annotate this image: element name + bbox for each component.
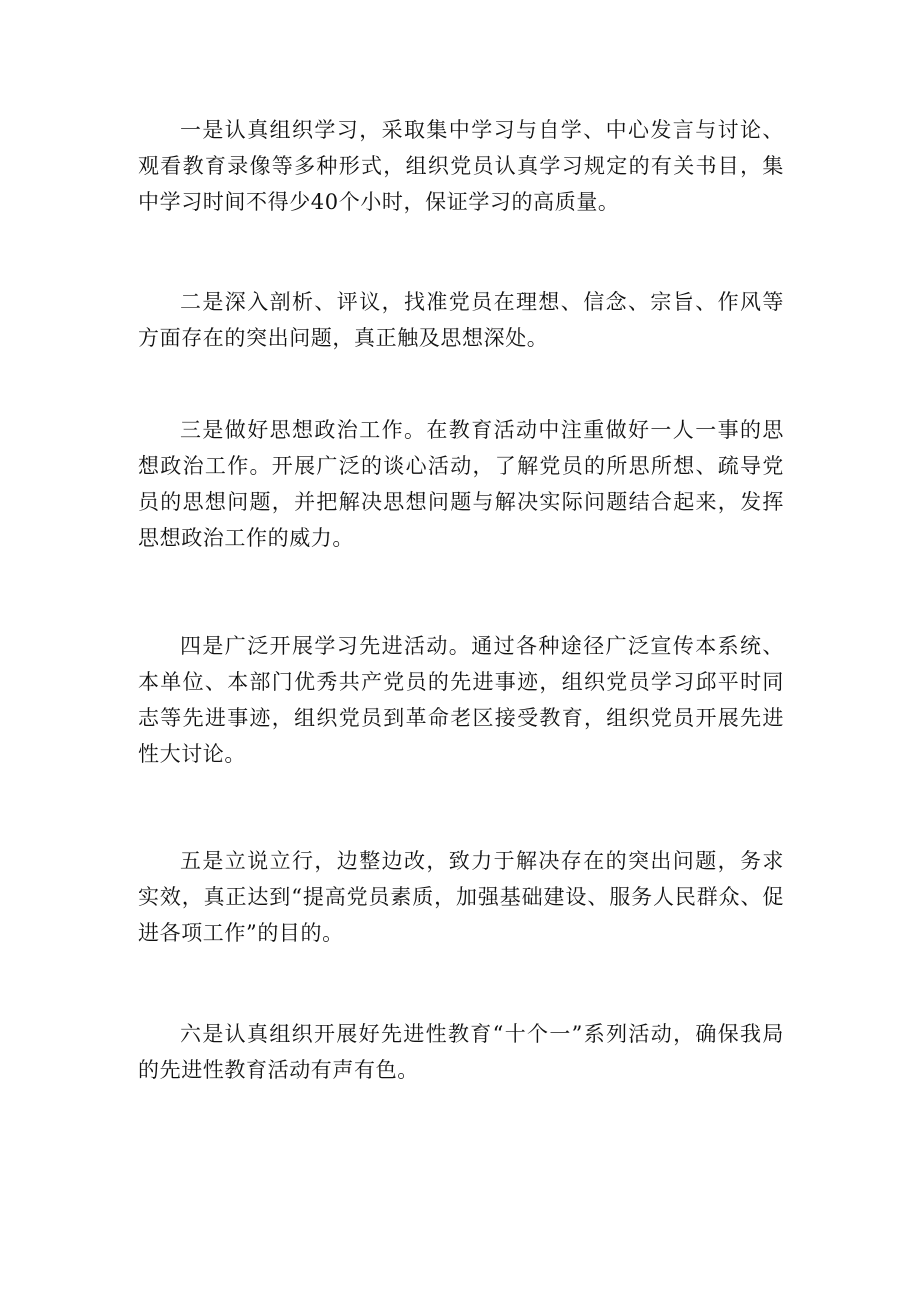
paragraph-1: 一是认真组织学习，采取集中学习与自学、中心发言与讨论、观看教育录像等多种形式，组织党员认真学习规定的有关书目，集中学习时间不得少40个小时，保证学习的高质量。 (138, 118, 784, 214)
paragraph-3: 三是做好思想政治工作。在教育活动中注重做好一人一事的思想政治工作。开展广泛的谈心活动，了解党员的所思所想、疏导党员的思想问题，并把解决思想问题与解决实际问题结合起来，发挥思想政治工作的威力。 (138, 418, 784, 550)
paragraph-5: 五是立说立行，边整边改，致力于解决存在的突出问题，务求实效，真正达到“提高党员素质，加强基础建设、服务人民群众、促进各项工作”的目的。 (138, 849, 784, 945)
paragraph-4: 四是广泛开展学习先进活动。通过各种途径广泛宣传本系统、本单位、本部门优秀共产党员的先进事迹，组织党员学习邱平时同志等先进事迹，组织党员到革命老区接受教育，组织党员开展先进性大讨论。 (138, 634, 784, 766)
paragraph-2: 二是深入剖析、评议，找准党员在理想、信念、宗旨、作风等方面存在的突出问题，真正触及思想深处。 (138, 290, 784, 350)
paragraph-6: 六是认真组织开展好先进性教育“十个一”系列活动，确保我局的先进性教育活动有声有色。 (138, 1022, 784, 1082)
